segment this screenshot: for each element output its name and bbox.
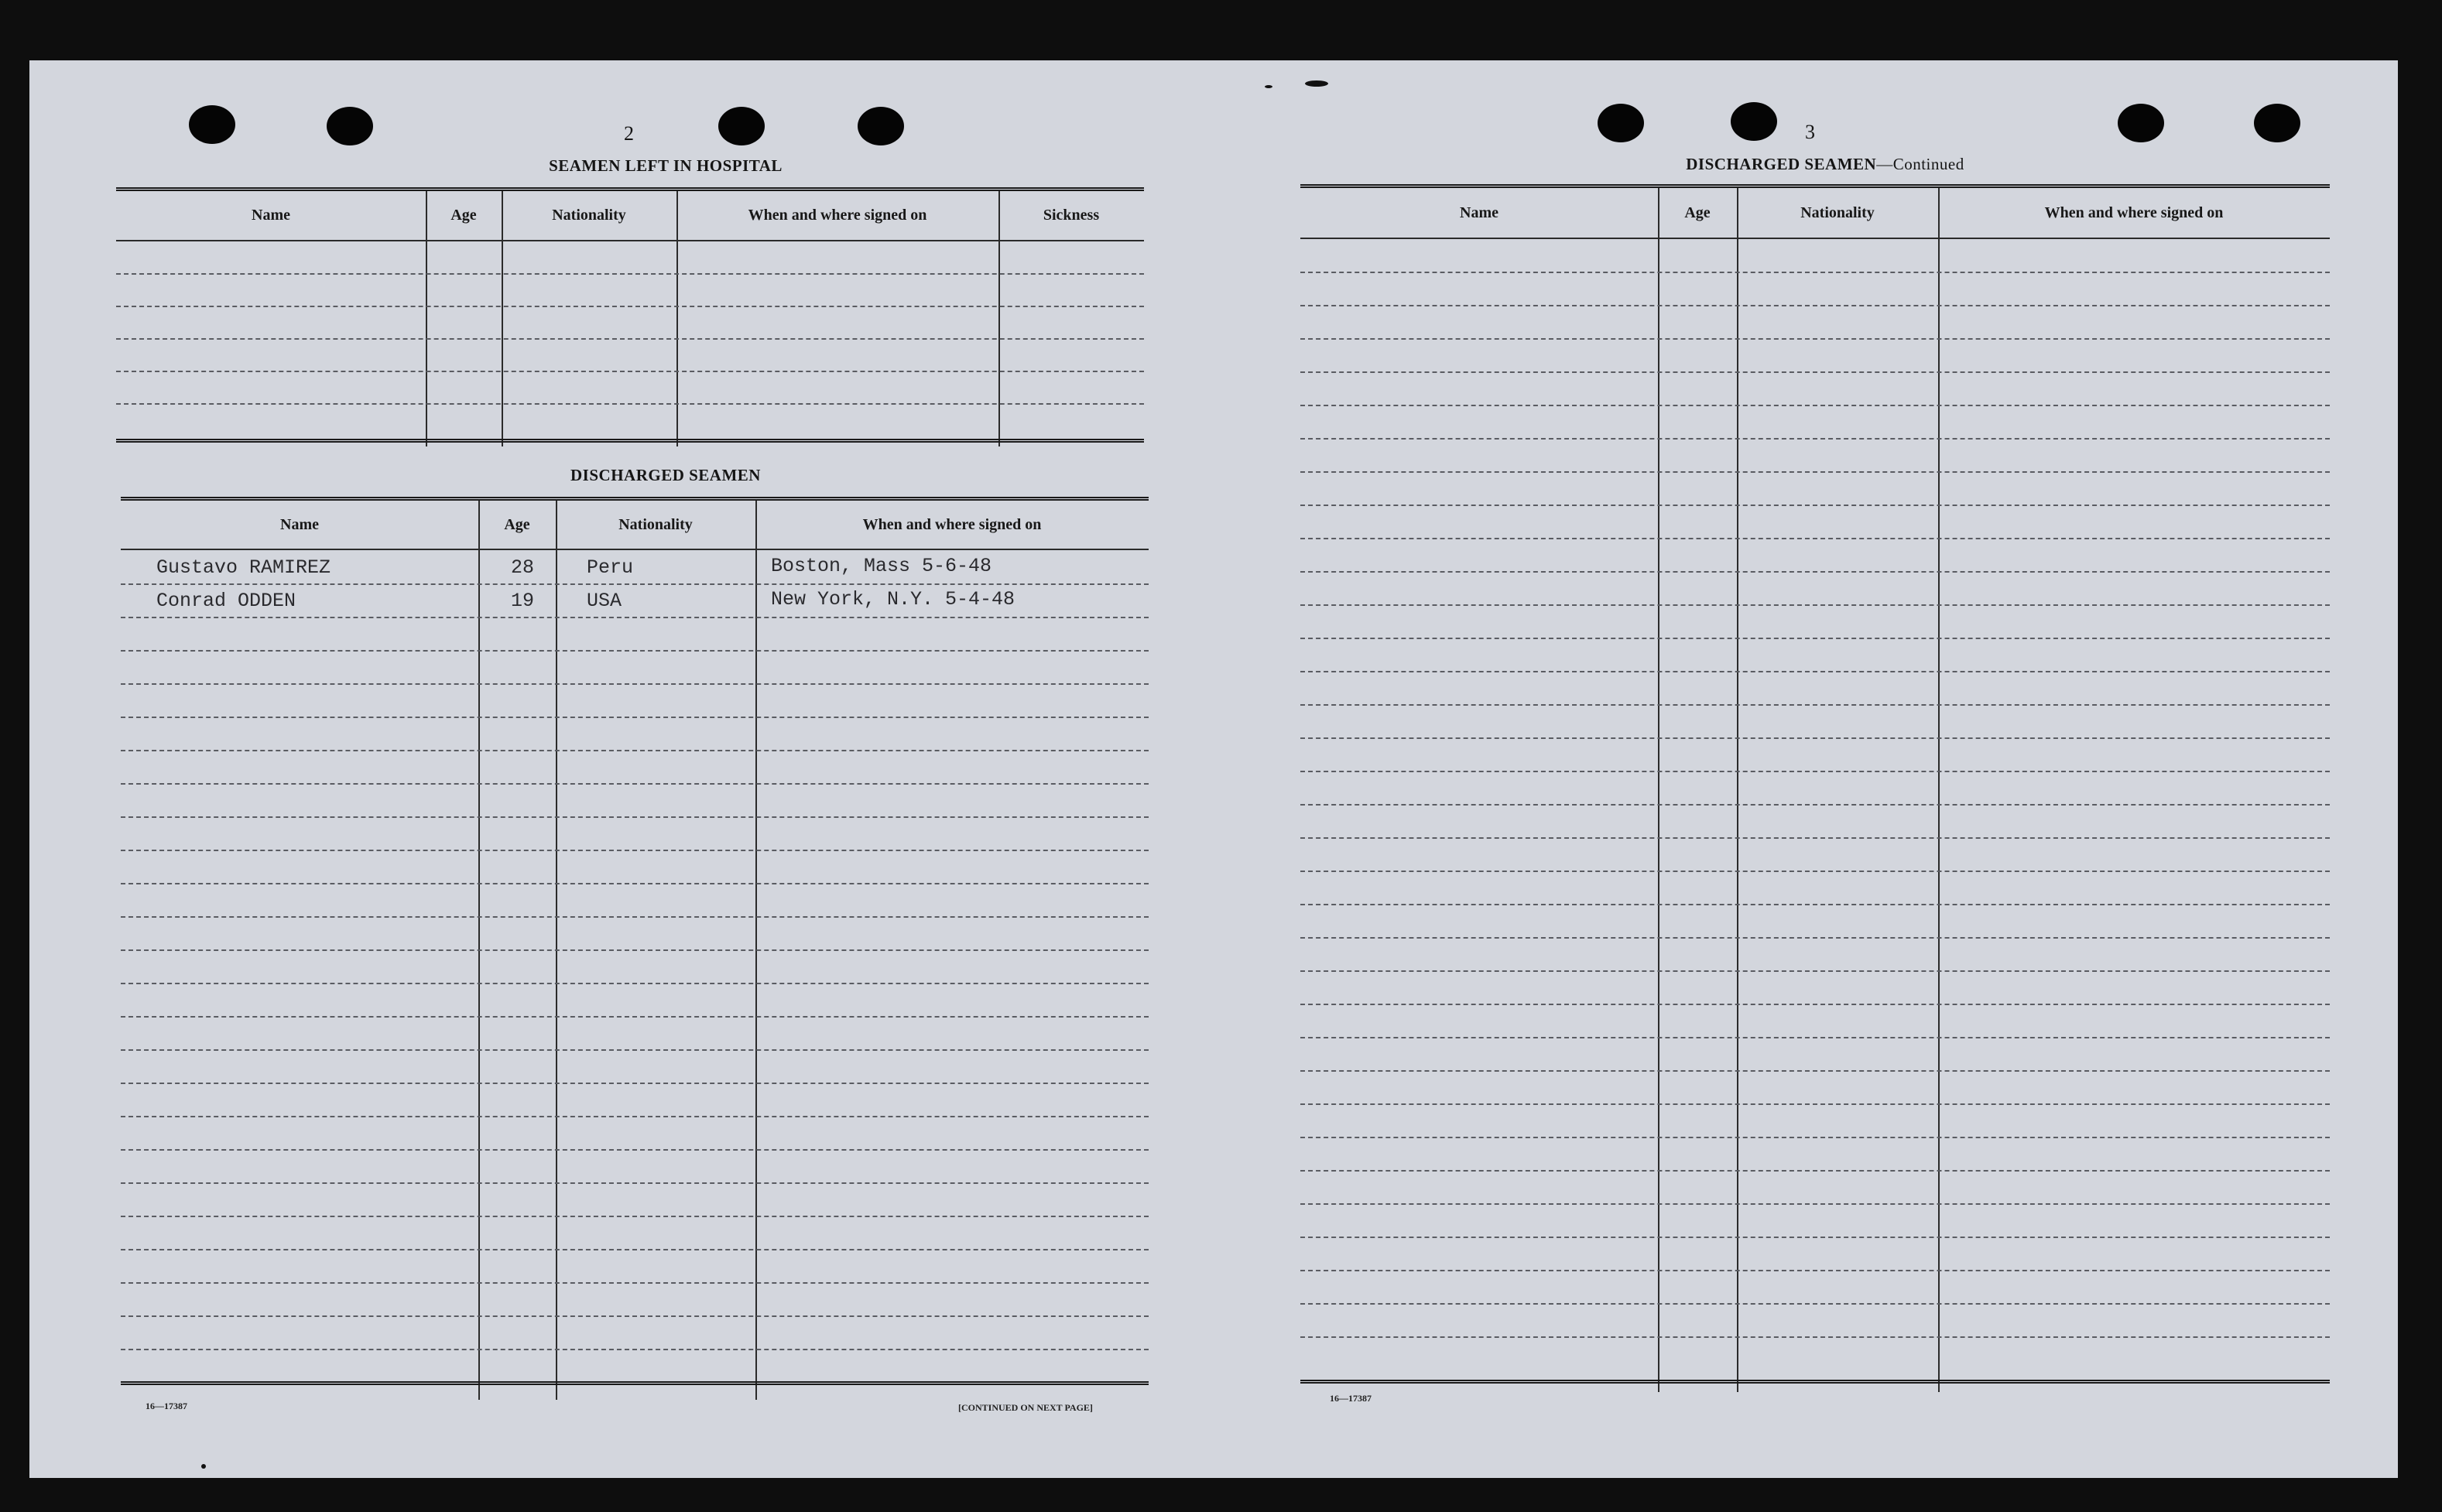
entry-row-line bbox=[1300, 305, 2330, 306]
entry-row-line bbox=[1300, 571, 2330, 573]
punch-hole bbox=[1731, 102, 1777, 141]
entry-row-line bbox=[1300, 538, 2330, 539]
column-header-age: Age bbox=[450, 207, 477, 224]
entry-row-line bbox=[1300, 804, 2330, 806]
entry-row-line bbox=[121, 1182, 1149, 1184]
column-divider bbox=[1658, 188, 1659, 1392]
entry-row-line bbox=[121, 916, 1149, 918]
discharged-continued-title-main: DISCHARGED SEAMEN bbox=[1686, 155, 1877, 173]
table-header-row bbox=[121, 501, 1149, 550]
table-header-row bbox=[116, 191, 1144, 241]
column-header-nationality: Nationality bbox=[552, 207, 626, 224]
entry-row-line bbox=[1300, 1137, 2330, 1138]
entry-row-line bbox=[1300, 638, 2330, 639]
entry-row-line bbox=[116, 273, 1144, 275]
punch-hole bbox=[2118, 104, 2164, 142]
entry-row-line bbox=[1300, 970, 2330, 972]
discharged-continued-title-suffix: —Continued bbox=[1876, 155, 1964, 173]
column-header-sickness: Sickness bbox=[1043, 207, 1100, 224]
entry-signed-on: Boston, Mass 5-6-48 bbox=[771, 555, 992, 577]
entry-row-line bbox=[1300, 1270, 2330, 1271]
entry-name: Conrad ODDEN bbox=[156, 590, 296, 612]
column-header-nationality: Nationality bbox=[1800, 204, 1875, 221]
entry-row-line bbox=[121, 683, 1149, 685]
entry-row-line bbox=[116, 371, 1144, 372]
entry-row-line bbox=[1300, 438, 2330, 440]
column-header-nationality: Nationality bbox=[618, 515, 693, 533]
entry-row-line bbox=[121, 1216, 1149, 1217]
entry-row-line bbox=[121, 949, 1149, 951]
entry-row-line bbox=[116, 338, 1144, 340]
entry-row-line bbox=[121, 816, 1149, 818]
ink-speck bbox=[1305, 80, 1328, 87]
entry-row-line bbox=[121, 650, 1149, 652]
entry-row-line bbox=[121, 717, 1149, 718]
entry-row-line bbox=[1300, 771, 2330, 772]
form-number-left: 16—17387 bbox=[146, 1401, 187, 1411]
table-bottom-rule bbox=[1300, 1380, 2330, 1384]
entry-row-line bbox=[1300, 405, 2330, 406]
entry-row-line bbox=[121, 1016, 1149, 1018]
entry-row-line bbox=[1300, 1070, 2330, 1072]
entry-row-line bbox=[121, 583, 1149, 585]
entry-row-line bbox=[1300, 272, 2330, 273]
punch-hole bbox=[189, 105, 235, 144]
entry-row-line bbox=[121, 1315, 1149, 1317]
entry-row-line bbox=[1300, 1203, 2330, 1205]
entry-row-line bbox=[1300, 704, 2330, 706]
entry-row-line bbox=[121, 1083, 1149, 1084]
entry-row-line bbox=[121, 1049, 1149, 1051]
entry-row-line bbox=[121, 983, 1149, 984]
entry-row-line bbox=[121, 1149, 1149, 1151]
continued-note: [CONTINUED ON NEXT PAGE] bbox=[958, 1402, 1093, 1413]
discharged-continued-table bbox=[1300, 184, 2330, 1392]
entry-row-line bbox=[121, 1349, 1149, 1350]
punch-hole bbox=[327, 107, 373, 145]
column-header-signed-on: When and where signed on bbox=[862, 515, 1042, 533]
entry-row-line bbox=[1300, 1170, 2330, 1172]
entry-row-line bbox=[1300, 338, 2330, 340]
punch-hole bbox=[858, 107, 904, 145]
entry-signed-on: New York, N.Y. 5-4-48 bbox=[771, 588, 1016, 611]
entry-row-line bbox=[1300, 1004, 2330, 1005]
entry-row-line bbox=[1300, 937, 2330, 939]
punch-hole bbox=[718, 107, 765, 145]
table-bottom-rule bbox=[116, 439, 1144, 443]
entry-row-line bbox=[121, 783, 1149, 785]
entry-row-line bbox=[1300, 871, 2330, 872]
hospital-section-title: SEAMEN LEFT IN HOSPITAL bbox=[549, 156, 783, 175]
table-header-row bbox=[1300, 188, 2330, 239]
entry-nationality: USA bbox=[587, 590, 622, 612]
discharged-section-title: DISCHARGED SEAMEN bbox=[570, 466, 761, 484]
entry-row-line bbox=[1300, 1237, 2330, 1238]
column-divider bbox=[998, 191, 1000, 446]
discharged-continued-title bbox=[1546, 155, 2104, 174]
column-divider bbox=[426, 191, 427, 446]
entry-row-line bbox=[121, 1249, 1149, 1250]
column-divider bbox=[676, 191, 678, 446]
entry-row-line bbox=[1300, 1103, 2330, 1105]
entry-row-line bbox=[116, 306, 1144, 307]
entry-row-line bbox=[1300, 837, 2330, 839]
hospital-table bbox=[116, 187, 1144, 446]
entry-age: 19 bbox=[511, 590, 535, 612]
entry-row-line bbox=[1300, 1037, 2330, 1038]
column-header-name: Name bbox=[1460, 204, 1498, 221]
entry-row-line bbox=[121, 1282, 1149, 1284]
column-header-signed-on: When and where signed on bbox=[748, 207, 927, 224]
entry-row-line bbox=[121, 617, 1149, 618]
column-header-age: Age bbox=[504, 515, 530, 533]
entry-row-line bbox=[1300, 371, 2330, 373]
entry-nationality: Peru bbox=[587, 556, 634, 579]
entry-row-line bbox=[116, 403, 1144, 405]
column-header-name: Name bbox=[280, 515, 319, 533]
entry-age: 28 bbox=[511, 556, 535, 579]
table-bottom-rule bbox=[121, 1381, 1149, 1385]
form-number-right: 16—17387 bbox=[1330, 1393, 1372, 1404]
entry-row-line bbox=[121, 883, 1149, 884]
column-header-signed-on: When and where signed on bbox=[2044, 204, 2224, 221]
entry-row-line bbox=[1300, 604, 2330, 606]
entry-row-line bbox=[1300, 505, 2330, 506]
entry-name: Gustavo RAMIREZ bbox=[156, 556, 331, 579]
column-divider bbox=[502, 191, 503, 446]
punch-hole bbox=[1598, 104, 1644, 142]
document-sheet bbox=[29, 60, 2398, 1478]
column-divider bbox=[1938, 188, 1940, 1392]
entry-row-line bbox=[1300, 1303, 2330, 1305]
ink-speck bbox=[201, 1464, 206, 1469]
entry-row-line bbox=[1300, 737, 2330, 739]
entry-row-line bbox=[1300, 1336, 2330, 1338]
entry-row-line bbox=[1300, 904, 2330, 905]
column-header-age: Age bbox=[1684, 204, 1711, 221]
entry-row-line bbox=[1300, 671, 2330, 672]
punch-hole bbox=[2254, 104, 2300, 142]
column-divider bbox=[1737, 188, 1738, 1392]
discharged-table bbox=[121, 497, 1149, 1400]
entry-row-line bbox=[121, 1116, 1149, 1117]
page-number-left: 2 bbox=[624, 122, 634, 145]
ink-speck bbox=[1265, 85, 1272, 88]
entry-row-line bbox=[121, 750, 1149, 751]
column-header-name: Name bbox=[252, 207, 290, 224]
entry-row-line bbox=[121, 850, 1149, 851]
entry-row-line bbox=[1300, 471, 2330, 473]
page-number-right: 3 bbox=[1805, 121, 1815, 143]
